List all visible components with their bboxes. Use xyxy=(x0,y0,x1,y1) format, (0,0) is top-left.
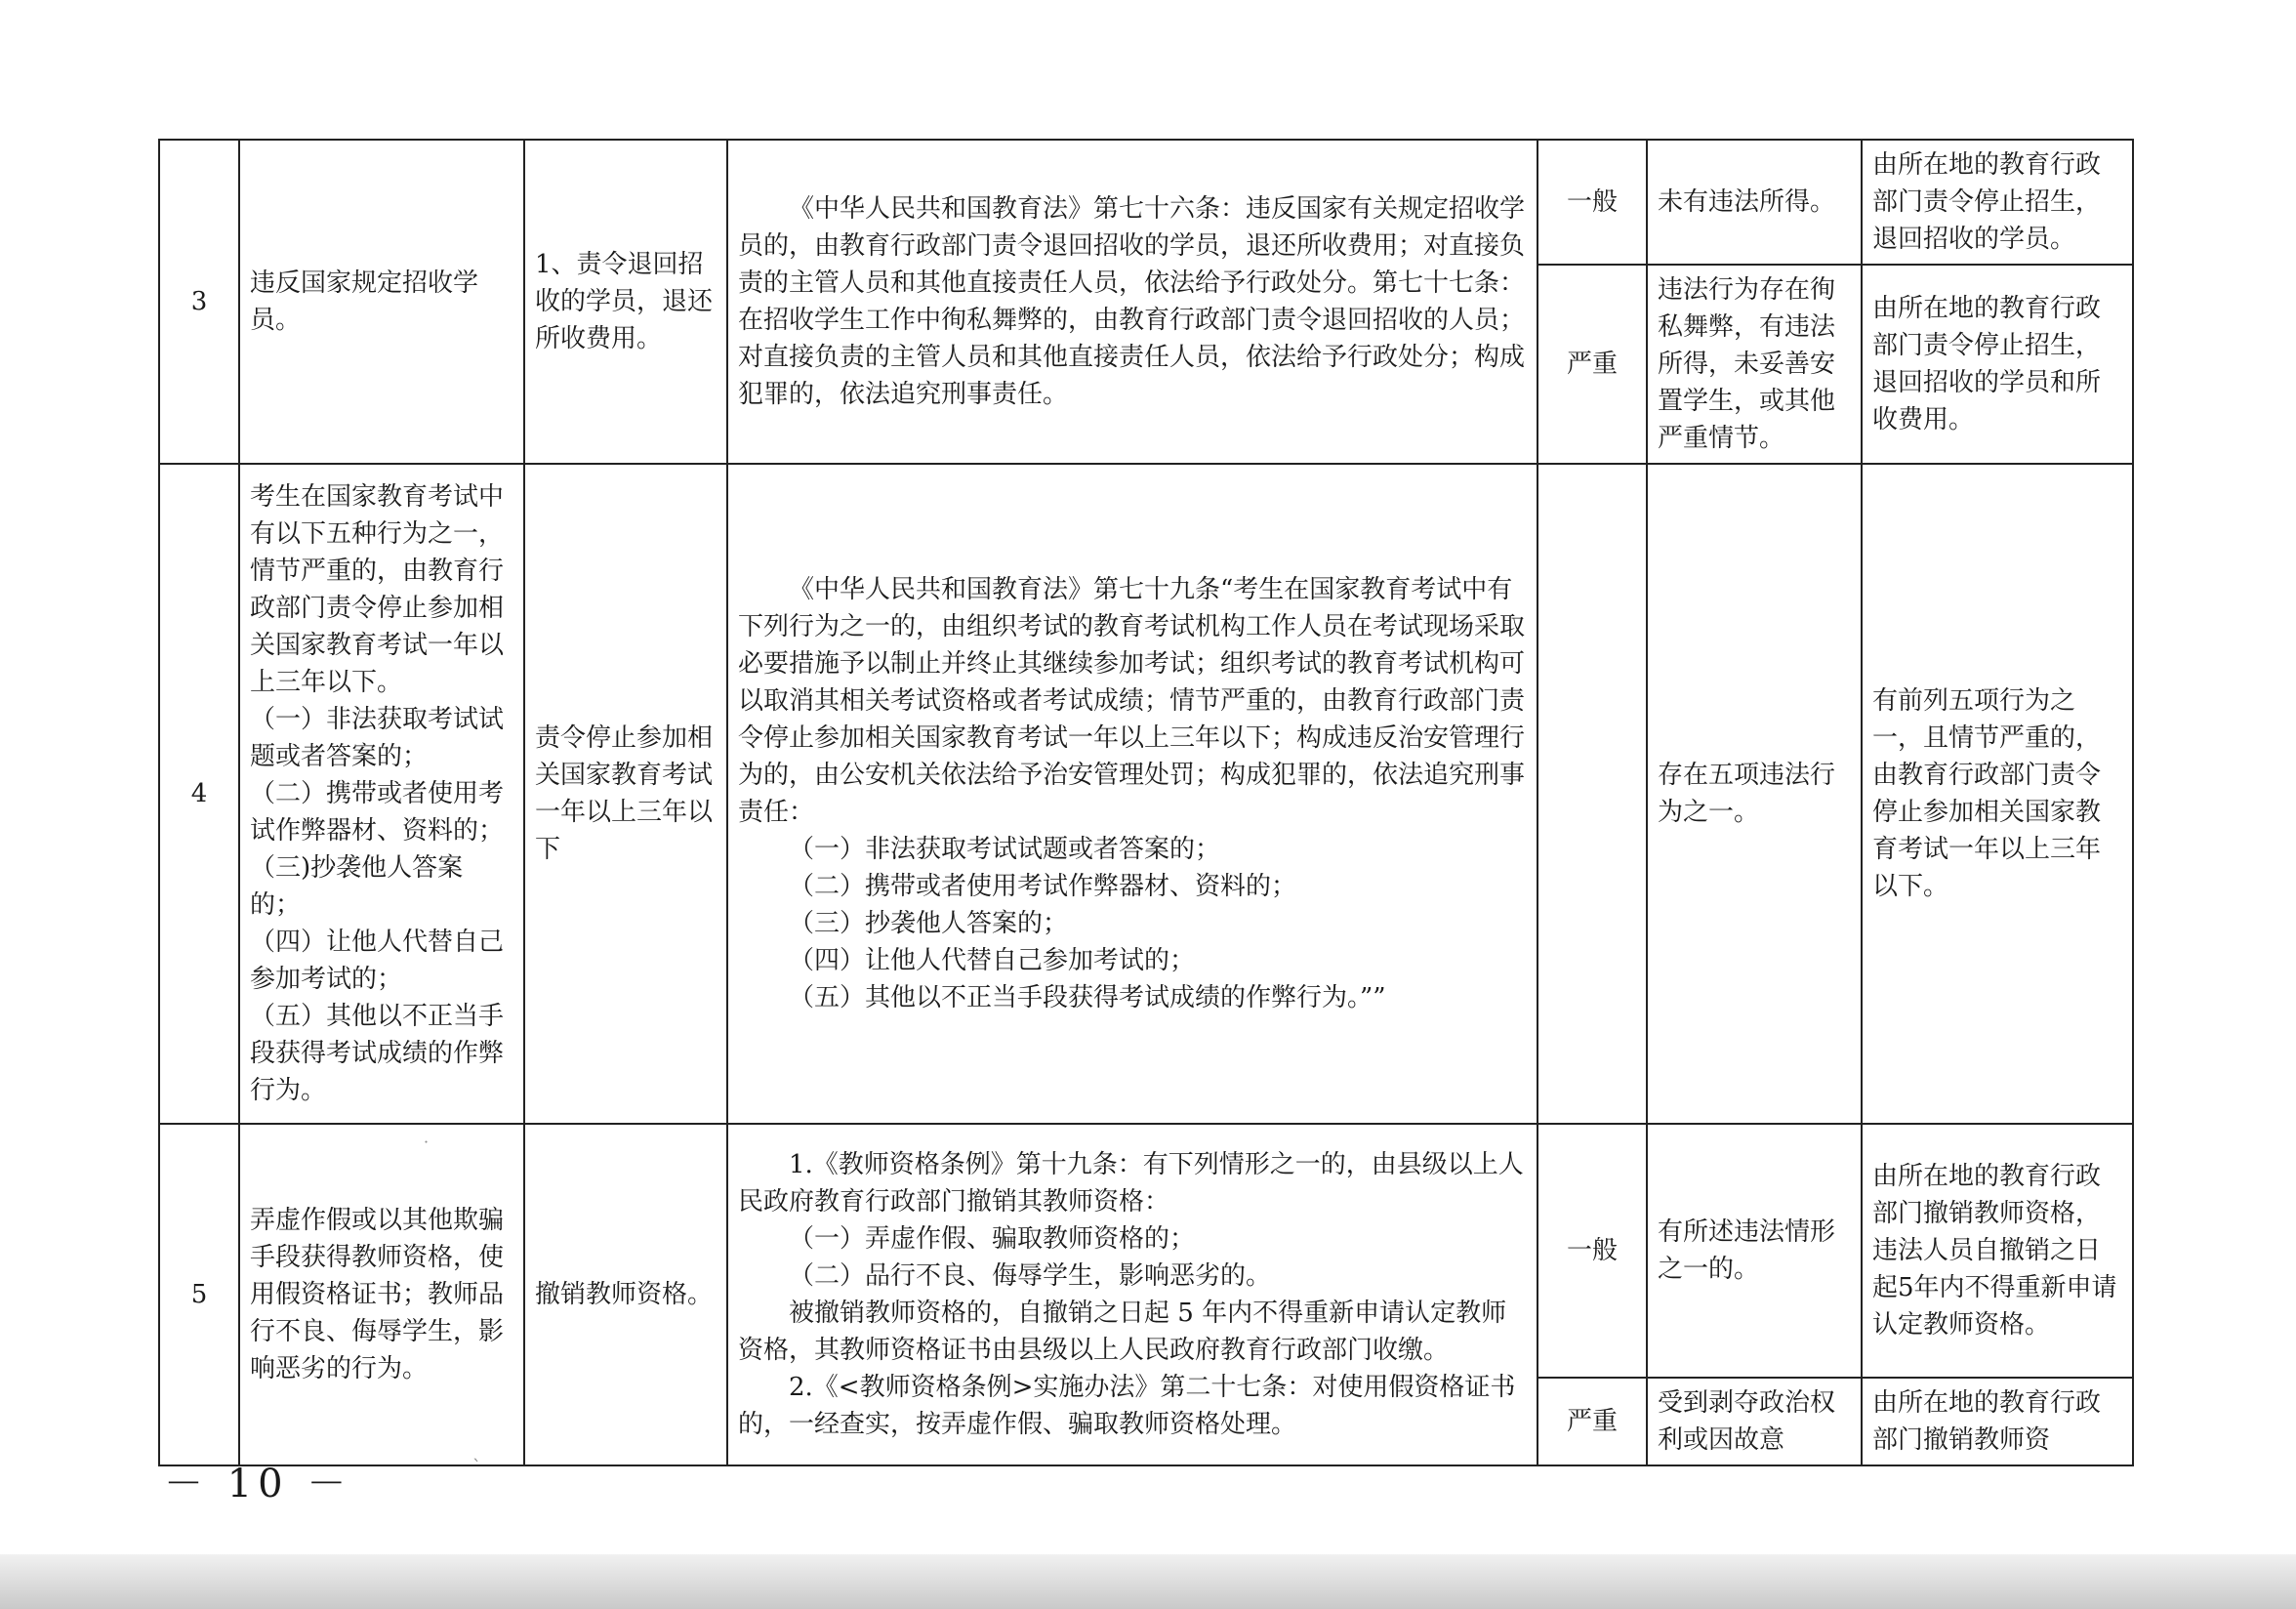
legal-basis-item: 被撤销教师资格的，自撤销之日起 5 年内不得重新申请认定教师资格，其教师资格证书由县级以上人民政府教育行政部门收缴。 xyxy=(738,1299,1507,1365)
circumstance: 受到剥夺政治权利或因故意 xyxy=(1647,1378,1862,1465)
scan-speck: ˋ xyxy=(472,1457,481,1477)
circumstance: 有所述违法情形之一的。 xyxy=(1647,1124,1862,1378)
severity-level: 严重 xyxy=(1538,265,1647,464)
behavior-line: （四）让他人代替自己参加考试的； xyxy=(250,928,505,994)
legal-basis-item: 1.《教师资格条例》第十九条：有下列情形之一的，由县级以上人民政府教育行政部门撤销其教师资格： xyxy=(738,1150,1524,1217)
penalty-standard-table xyxy=(158,139,2134,1466)
legal-basis-item: （四）让他人代替自己参加考试的； xyxy=(789,946,1196,975)
legal-basis-item: （二）品行不良、侮辱学生，影响恶劣的。 xyxy=(789,1261,1272,1291)
penalty-type: 1、责令退回招收的学员，退还所收费用。 xyxy=(524,140,727,464)
table-row-3 xyxy=(159,140,2133,265)
legal-basis-item: （一）非法获取考试试题或者答案的； xyxy=(789,835,1221,864)
circumstance: 存在五项违法行为之一。 xyxy=(1647,464,1862,1124)
scan-edge-shadow xyxy=(0,1554,2296,1609)
violation-behavior: 违反国家规定招收学员。 xyxy=(239,140,524,464)
table-row-5 xyxy=(159,1124,2133,1378)
penalty-type: 撤销教师资格。 xyxy=(524,1124,727,1465)
row-index: 3 xyxy=(159,140,239,464)
penalty-standard: 由所在地的教育行政部门撤销教师资格，违法人员自撤销之日起5年内不得重新申请认定教师资格。 xyxy=(1862,1124,2133,1378)
legal-basis xyxy=(727,1124,1538,1465)
legal-basis xyxy=(727,464,1538,1124)
row-index: 4 xyxy=(159,464,239,1124)
severity-level: 一般 xyxy=(1538,1124,1647,1378)
legal-basis xyxy=(727,140,1538,464)
legal-basis-item: （二）携带或者使用考试作弊器材、资料的； xyxy=(789,872,1297,901)
violation-behavior xyxy=(239,464,524,1124)
penalty-standard: 由所在地的教育行政部门责令停止招生，退回招收的学员。 xyxy=(1862,140,2133,265)
penalty-type: 责令停止参加相关国家教育考试一年以上三年以下 xyxy=(524,464,727,1124)
circumstance: 未有违法所得。 xyxy=(1647,140,1862,265)
behavior-line: 考生在国家教育考试中有以下五种行为之一，情节严重的，由教育行政部门责令停止参加相关国家教育考试一年以上三年以下。 xyxy=(250,482,505,697)
penalty-standard: 有前列五项行为之一，且情节严重的，由教育行政部门责令停止参加相关国家教育考试一年以上三年以下。 xyxy=(1862,464,2133,1124)
circumstance: 违法行为存在徇私舞弊，有违法所得，未妥善安置学生，或其他严重情节。 xyxy=(1647,265,1862,464)
table-row-4 xyxy=(159,464,2133,1124)
severity-level: 严重 xyxy=(1538,1378,1647,1465)
scan-speck: ˙ xyxy=(422,1138,430,1159)
legal-basis-item: （三）抄袭他人答案的； xyxy=(789,909,1069,938)
behavior-line: （一）非法获取考试试题或者答案的； xyxy=(250,705,505,771)
penalty-standard: 由所在地的教育行政部门撤销教师资 xyxy=(1862,1378,2133,1465)
behavior-line: （三)抄袭他人答案的； xyxy=(250,853,464,920)
severity-level xyxy=(1538,464,1647,1124)
legal-basis-paragraph: 《中华人民共和国教育法》第七十六条：违反国家有关规定招收学员的，由教育行政部门责令退回招收的学员，退还所收费用；对直接负责的主管人员和其他直接责任人员，依法给予行政处分。第七十七条：在招收学生工作中徇私舞弊的，由教育行政部门责令退回招收的人员；对直接负责的主管人员和其他直接责任人员，依法给予行政处分；构成犯罪的，依法追究刑事责任。 xyxy=(738,194,1526,409)
legal-basis-item: 2.《<教师资格条例>实施办法》第二十七条：对使用假资格证书的，一经查实，按弄虚作假、骗取教师资格处理。 xyxy=(738,1373,1516,1439)
severity-level: 一般 xyxy=(1538,140,1647,265)
behavior-line: （五）其他以不正当手段获得考试成绩的作弊行为。 xyxy=(250,1002,505,1105)
rules-table xyxy=(158,139,2134,1466)
page-number: － 10 － xyxy=(164,1462,352,1506)
legal-basis-paragraph: 《中华人民共和国教育法》第七十九条“考生在国家教育考试中有下列行为之一的，由组织考试的教育考试机构工作人员在考试现场采取必要措施予以制止并终止其继续参加考试；组织考试的教育考试机构可以取消其相关考试资格或者考试成绩；情节严重的，由教育行政部门责令停止参加相关国家教育考试一年以上三年以下；构成违反治安管理行为的，由公安机关依法给予治安管理处罚；构成犯罪的，依法追究刑事责任： xyxy=(738,575,1526,827)
violation-behavior: 弄虚作假或以其他欺骗手段获得教师资格，使用假资格证书；教师品行不良、侮辱学生，影响恶劣的行为。 xyxy=(239,1124,524,1465)
behavior-line: （二）携带或者使用考试作弊器材、资料的； xyxy=(250,779,505,846)
legal-basis-item: （五）其他以不正当手段获得考试成绩的作弊行为。”” xyxy=(789,983,1386,1012)
row-index: 5 xyxy=(159,1124,239,1465)
penalty-standard: 由所在地的教育行政部门责令停止招生，退回招收的学员和所收费用。 xyxy=(1862,265,2133,464)
legal-basis-item: （一）弄虚作假、骗取教师资格的； xyxy=(789,1224,1196,1254)
